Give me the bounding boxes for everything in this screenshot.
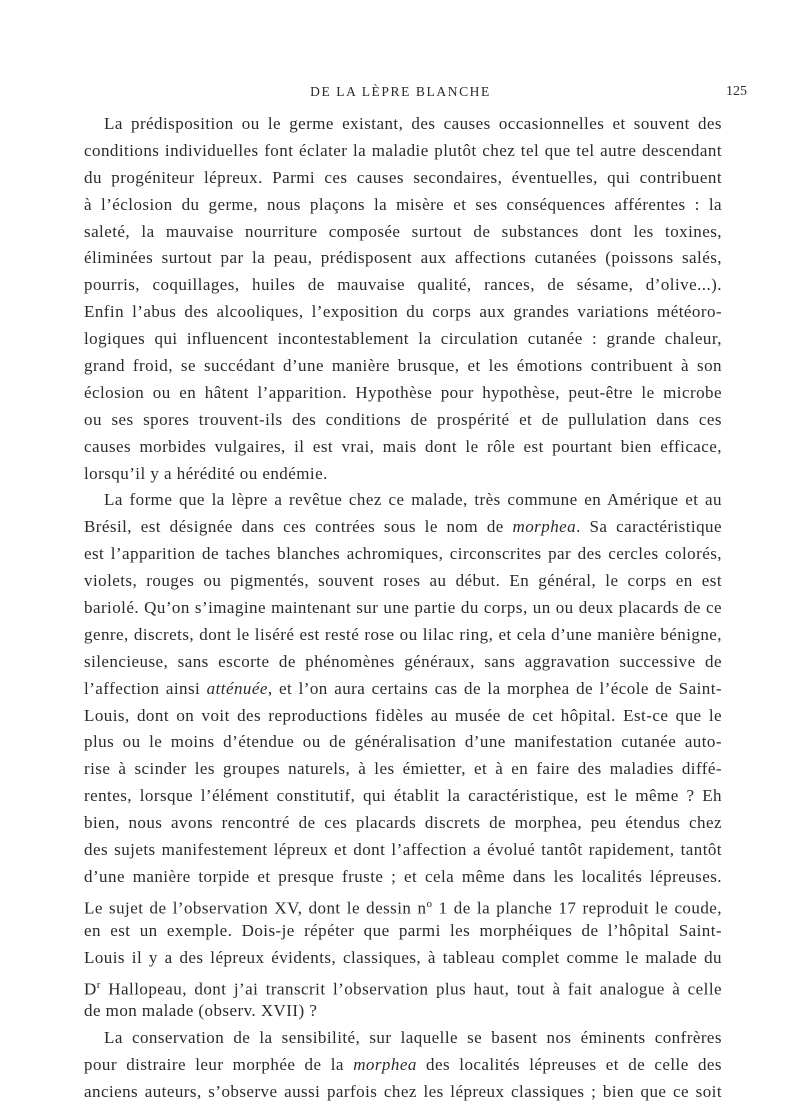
text-segment: anciens auteurs, s’observe aussi parfois chez les lépreux classiques ; bien que ce soit bbox=[84, 1082, 722, 1102]
text-line bbox=[84, 837, 722, 864]
body-text bbox=[84, 111, 722, 1106]
text-line bbox=[84, 595, 722, 622]
text-segment: saleté, la mauvaise nourriture composée surtout de substances dont les toxines, bbox=[84, 221, 722, 241]
text-segment: violets, rouges ou pigmentés, souvent roses au début. En général, le corps en est bbox=[84, 571, 722, 591]
text-line bbox=[84, 945, 722, 972]
text-line bbox=[84, 972, 722, 999]
text-line bbox=[84, 434, 722, 461]
text-segment: pour distraire leur morphée de la bbox=[84, 1055, 354, 1075]
text-line bbox=[84, 138, 722, 165]
text-segment: conditions individuelles font éclater la maladie plutôt chez tel que tel autre descendant bbox=[84, 140, 722, 160]
text-segment: causes morbides vulgaires, il est vrai, mais dont le rôle est pourtant bien efficace, bbox=[84, 436, 722, 456]
text-segment: plus ou le moins d’étendue ou de généralisation d’une manifestation cutanée auto- bbox=[84, 732, 722, 752]
page-number: 125 bbox=[726, 84, 747, 99]
text-line bbox=[84, 783, 722, 810]
text-segment: ou ses spores trouvent-ils des conditions de prospérité et de pullulation dans ces bbox=[84, 409, 722, 429]
text-line bbox=[84, 1052, 722, 1079]
text-segment: La forme que la lèpre a revêtue chez ce malade, très commune en Amérique et au bbox=[104, 490, 722, 510]
text-segment: de mon malade (observ. XVII) ? bbox=[84, 1001, 318, 1021]
text-line bbox=[84, 299, 722, 326]
page-header bbox=[0, 84, 801, 108]
text-segment: rise à scinder les groupes naturels, à les émietter, et à en faire des maladies diffé- bbox=[84, 759, 722, 779]
text-segment: pourris, coquillages, huiles de mauvaise qualité, rances, de sésame, d’olive...). bbox=[84, 275, 722, 295]
text-line bbox=[84, 1079, 722, 1106]
text-segment: bariolé. Qu’on s’imagine maintenant sur une partie du corps, un ou deux placards de ce bbox=[84, 598, 722, 618]
text-line bbox=[84, 864, 722, 891]
text-segment: Enfin l’abus des alcooliques, l’exposition du corps aux grandes variations météoro- bbox=[84, 302, 722, 322]
text-segment: l’affection ainsi bbox=[84, 678, 207, 698]
text-segment: bien, nous avons rencontré de ces placards discrets de morphea, peu étendus chez bbox=[84, 813, 722, 833]
text-segment: Louis, dont on voit des reproductions fidèles au musée de cet hôpital. Est-ce que le bbox=[84, 705, 722, 725]
text-line bbox=[84, 272, 722, 299]
text-line bbox=[84, 219, 722, 246]
text-segment: Louis il y a des lépreux évidents, classiques, à tableau complet comme le malade du bbox=[84, 947, 722, 967]
text-segment: 1 de la planche 17 reproduit le coude, bbox=[432, 898, 722, 918]
text-line bbox=[84, 756, 722, 783]
text-line bbox=[84, 918, 722, 945]
text-segment: D bbox=[84, 979, 97, 999]
text-segment: lorsqu’il y a hérédité ou endémie. bbox=[84, 463, 328, 483]
text-segment: Brésil, est désignée dans ces contrées sous le nom de bbox=[84, 517, 513, 537]
text-line bbox=[84, 622, 722, 649]
text-segment: d’une manière torpide et presque fruste ; et cela même dans les localités lépreuses. bbox=[84, 866, 722, 886]
text-line bbox=[84, 810, 722, 837]
text-line bbox=[84, 353, 722, 380]
running-head: DE LA LÈPRE BLANCHE bbox=[310, 84, 491, 99]
text-segment: éliminées surtout par la peau, prédisposent aux affections cutanées (poissons salés, bbox=[84, 248, 722, 268]
text-line bbox=[84, 998, 722, 1025]
text-segment: des sujets manifestement lépreux et dont l’affection a évolué tantôt rapidement, tantôt bbox=[84, 840, 722, 860]
text-line bbox=[84, 111, 722, 138]
text-segment: est l’apparition de taches blanches achromiques, circonscrites par des cercles colorés, bbox=[84, 544, 722, 564]
text-segment: en est un exemple. Dois-je répéter que parmi les morphéiques de l’hôpital Saint- bbox=[84, 920, 722, 940]
text-segment: Le sujet de l’observation XV, dont le dessin n bbox=[84, 898, 427, 918]
text-line bbox=[84, 729, 722, 756]
text-segment: Hallopeau, dont j’ai transcrit l’observation plus haut, tout à fait analogue à celle bbox=[100, 979, 722, 999]
text-segment: La conservation de la sensibilité, sur laquelle se basent nos éminents confrères bbox=[104, 1028, 722, 1048]
superscript: o bbox=[426, 897, 433, 910]
text-line bbox=[84, 326, 722, 353]
text-segment: genre, discrets, dont le liséré est resté rose ou lilac ring, et cela d’une manière bénigne, bbox=[84, 624, 722, 644]
text-segment: rentes, lorsque l’élément constitutif, qui établit la caractéristique, est le même ? Eh bbox=[84, 786, 722, 806]
superscript: r bbox=[96, 978, 101, 991]
text-segment: du progéniteur lépreux. Parmi ces causes secondaires, éventuelles, qui contribuent bbox=[84, 167, 722, 187]
text-line bbox=[84, 407, 722, 434]
text-line bbox=[84, 380, 722, 407]
italic-term: morphea bbox=[353, 1055, 417, 1075]
text-segment: , et l’on aura certains cas de la morphea de l’école de Saint- bbox=[267, 678, 722, 698]
text-line bbox=[84, 461, 722, 488]
text-line bbox=[84, 541, 722, 568]
text-segment: éclosion ou en hâtent l’apparition. Hypothèse pour hypothèse, peut-être le microbe bbox=[84, 382, 722, 402]
text-segment: grand froid, se succédant d’une manière brusque, et les émotions contribuent à son bbox=[84, 356, 722, 376]
text-line bbox=[84, 649, 722, 676]
text-line bbox=[84, 891, 722, 918]
text-line bbox=[84, 703, 722, 730]
italic-term: atténuée bbox=[206, 678, 268, 698]
text-line bbox=[84, 245, 722, 272]
text-line bbox=[84, 192, 722, 219]
text-line bbox=[84, 568, 722, 595]
text-segment: à l’éclosion du germe, nous plaçons la misère et ses conséquences afférentes : la bbox=[84, 194, 722, 214]
text-segment: . Sa caractéristique bbox=[576, 517, 722, 537]
text-segment: La prédisposition ou le germe existant, des causes occasionnelles et souvent des bbox=[104, 114, 722, 133]
text-segment: des localités lépreuses et de celle des bbox=[416, 1055, 722, 1075]
text-line bbox=[84, 165, 722, 192]
text-line bbox=[84, 514, 722, 541]
text-line bbox=[84, 1025, 722, 1052]
text-segment: logiques qui influencent incontestablement la circulation cutanée : grande chaleur, bbox=[84, 329, 722, 349]
text-segment: silencieuse, sans escorte de phénomènes généraux, sans aggravation successive de bbox=[84, 651, 722, 671]
italic-term: morphea bbox=[512, 517, 577, 537]
text-line bbox=[84, 676, 722, 703]
text-line bbox=[84, 487, 722, 514]
